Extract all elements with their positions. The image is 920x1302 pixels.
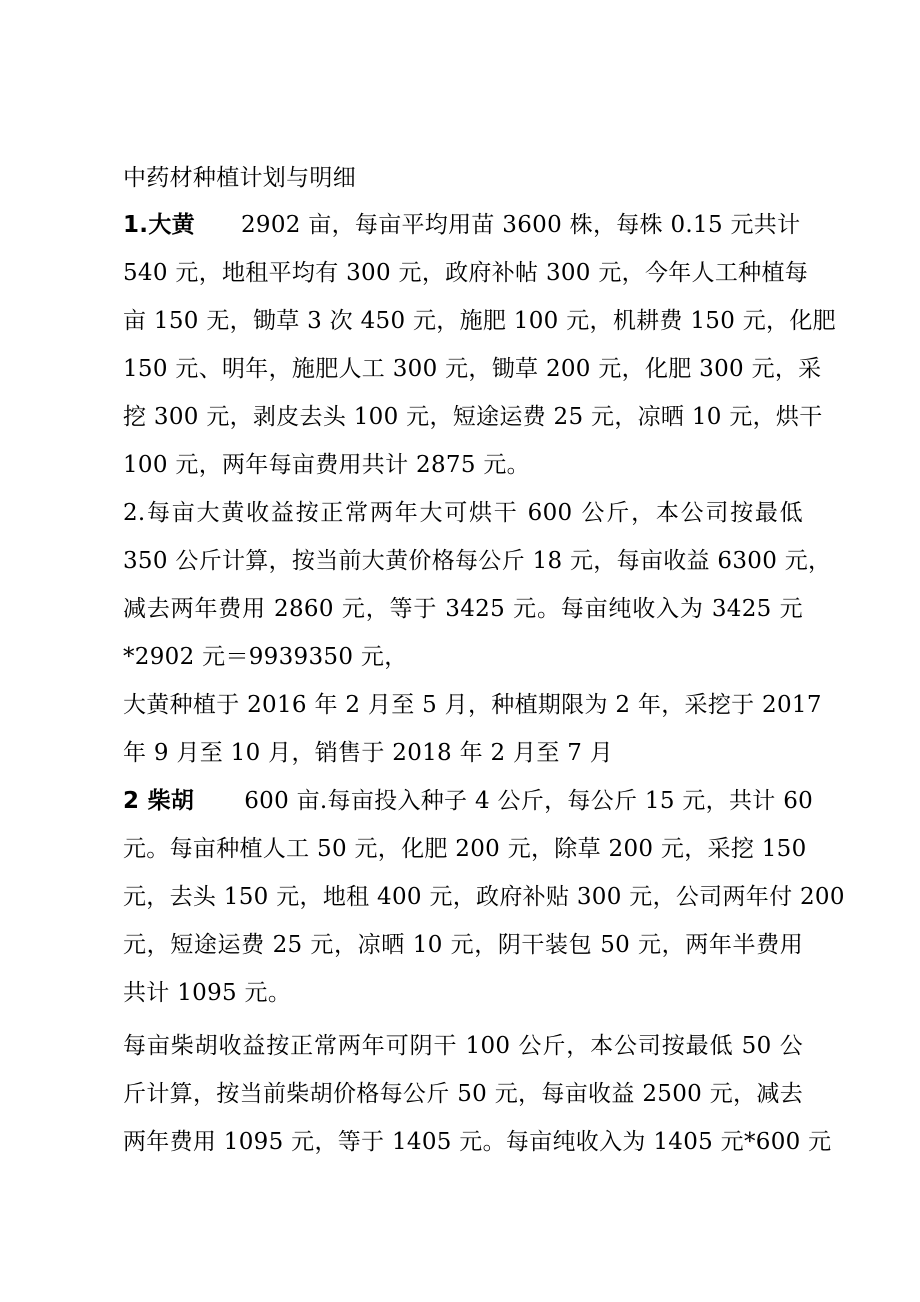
section-1-first-line <box>123 202 800 248</box>
paragraph-line: 每亩柴胡收益按正常两年可阴干 100 公斤，本公司按最低 50 公 <box>123 1033 803 1059</box>
paragraph-line: 元，去头 150 元，地租 400 元，政府补贴 300 元，公司两年付 200 <box>123 884 845 910</box>
paragraph-line: 540 元，地租平均有 300 元，政府补帖 300 元，今年人工种植每 <box>123 260 809 286</box>
paragraph-line: 减去两年费用 2860 元，等于 3425 元。每亩纯收入为 3425 元 <box>123 596 803 622</box>
paragraph-line: 亩 150 无，锄草 3 次 450 元，施肥 100 元，机耕费 150 元，化肥 <box>123 308 836 334</box>
document-title: 中药材种植计划与明细 <box>123 165 356 191</box>
paragraph-line: 2902 亩，每亩平均用苗 3600 株，每株 0.15 元共计 <box>240 212 801 238</box>
paragraph-line: 年 9 月至 10 月，销售于 2018 年 2 月至 7 月 <box>123 740 614 766</box>
paragraph-line: 斤计算，按当前柴胡价格每公斤 50 元，每亩收益 2500 元，减去 <box>123 1081 803 1107</box>
paragraph-line: 150 元、明年，施肥人工 300 元，锄草 200 元，化肥 300 元，采 <box>123 356 822 382</box>
paragraph-line: 100 元，两年每亩费用共计 2875 元。 <box>123 452 530 478</box>
paragraph-line: 共计 1095 元。 <box>123 980 292 1006</box>
paragraph-line: *2902 元＝9939350 元， <box>123 644 408 670</box>
section-heading-chaihu: 2 柴胡 <box>123 788 195 814</box>
paragraph-line: 350 公斤计算，按当前大黄价格每公斤 18 元，每亩收益 6300 元， <box>123 548 832 574</box>
paragraph-line: 两年费用 1095 元，等于 1405 元。每亩纯收入为 1405 元*600 元 <box>123 1129 832 1155</box>
section-heading-dahuang: 1.大黄 <box>123 212 195 238</box>
section-2-first-line <box>123 778 813 824</box>
paragraph-line: 元。每亩种植人工 50 元，化肥 200 元，除草 200 元，采挖 150 <box>123 836 807 862</box>
paragraph-line: 元，短途运费 25 元，凉晒 10 元，阴干装包 50 元，两年半费用 <box>123 932 803 958</box>
paragraph-line: 挖 300 元，剥皮去头 100 元，短途运费 25 元，凉晒 10 元，烘干 <box>123 404 823 430</box>
paragraph-line: 大黄种植于 2016 年 2 月至 5 月，种植期限为 2 年，采挖于 2017 <box>123 692 822 718</box>
paragraph-line: 2.每亩大黄收益按正常两年大可烘干 600 公斤，本公司按最低 <box>123 500 803 526</box>
paragraph-line: 600 亩.每亩投入种子 4 公斤，每公斤 15 元，共计 60 <box>244 788 814 814</box>
